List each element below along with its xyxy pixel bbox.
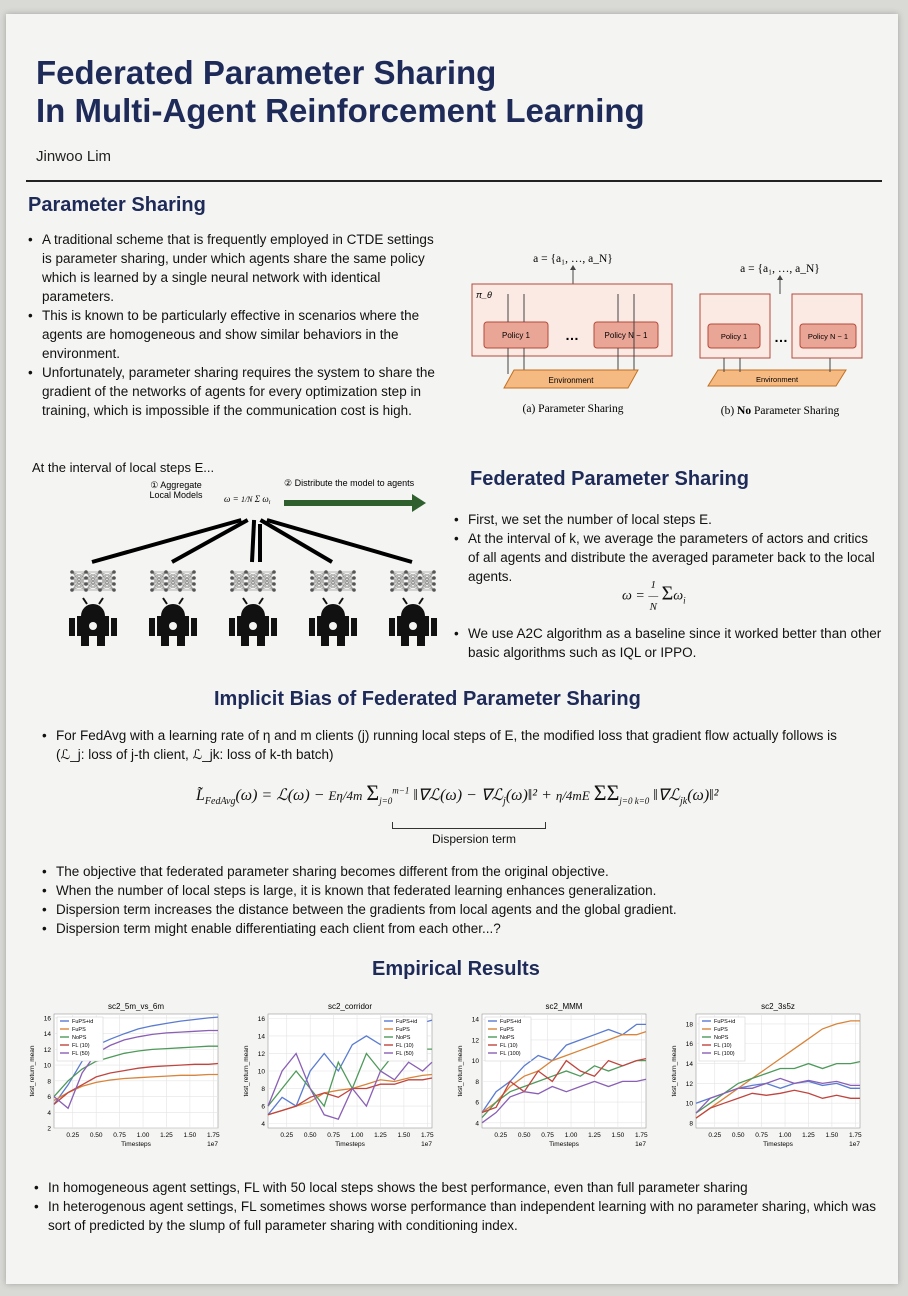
chart-legend — [485, 1017, 531, 1061]
x-tick-label: 0.50 — [303, 1132, 317, 1139]
y-tick-label: 12 — [471, 1037, 479, 1045]
diagram-b-policy1: Policy 1 — [720, 332, 748, 341]
x-tick-label: 1.25 — [588, 1132, 601, 1139]
chart-legend — [699, 1017, 745, 1061]
x-tick-label: 1.75 — [634, 1132, 648, 1139]
y-axis-label: test_return_mean — [243, 1045, 250, 1097]
title-line-1: Federated Parameter Sharing — [36, 54, 497, 91]
x-tick-label: 0.50 — [89, 1132, 103, 1139]
federated-parameter-sharing-heading: Federated Parameter Sharing — [470, 468, 749, 490]
bullet: • This is known to be particularly effective in scenarios where the agents are homogeneous and show similar behaviors in the environment. — [26, 306, 446, 363]
x-axis-label: Timesteps — [335, 1141, 365, 1148]
legend-entry: FL (10) — [714, 1043, 732, 1049]
legend-entry: FL (50) — [72, 1051, 90, 1057]
bullet: • In heterogenous agent settings, FL sometimes shows worse performance than independent learning with no parameter sharing, which was sort of predicted by the slump of full parameter sharing with conditioning index. — [32, 1197, 882, 1235]
y-tick-label: 6 — [261, 1103, 265, 1111]
x-axis-label: Timesteps — [121, 1141, 151, 1148]
diagram-a-policy1: Policy 1 — [501, 331, 531, 340]
neural-network-icon — [70, 570, 116, 592]
x-tick-label: 1.00 — [564, 1132, 578, 1139]
bullet: • Dispersion term might enable differentiating each client from each other...? — [40, 919, 860, 938]
bullet: • At the interval of k, we average the parameters of actors and critics of all agents and distribute the averaged parameter back to the local agents. — [452, 529, 882, 586]
x-tick-label: 0.75 — [541, 1132, 554, 1139]
legend-entry: FuPS — [500, 1027, 514, 1033]
dispersion-label: Dispersion term — [432, 832, 517, 846]
neural-network-icon — [310, 570, 356, 592]
y-tick-label: 8 — [261, 1086, 265, 1094]
federated-bullet-baseline — [452, 624, 882, 662]
chart-legend — [381, 1017, 427, 1061]
x-axis-label: Timesteps — [549, 1141, 579, 1148]
agent-row — [69, 520, 437, 646]
y-tick-label: 10 — [257, 1068, 265, 1076]
legend-entry: FuPS — [714, 1027, 728, 1033]
bullet: • When the number of local steps is large, it is known that federated learning enhances generalization. — [40, 881, 860, 900]
diagram-parameter-sharing — [468, 250, 678, 420]
legend-entry: FL (10) — [500, 1043, 518, 1049]
x-tick-label: 0.75 — [755, 1132, 768, 1139]
y-tick-label: 4 — [475, 1120, 479, 1128]
legend-entry: FuPS — [72, 1027, 86, 1033]
x-tick-label: 1.75 — [206, 1132, 220, 1139]
x-tick-label: 1.50 — [183, 1132, 197, 1139]
bullet: • In homogeneous agent settings, FL with 50 local steps shows the best performance, even than full parameter sharing — [32, 1178, 882, 1197]
legend-entry: FL (10) — [396, 1043, 414, 1049]
dispersion-brace — [392, 822, 546, 829]
chart-title: sc2_5m_vs_6m — [107, 1002, 165, 1011]
aggregate-arrow — [260, 520, 332, 562]
modified-loss-equation: $L̃_{FedAvg}(\omega)$ = ℒ(ω) − Eη/4m $\Sigma_{j=0}^{m-1}$ ‖∇ℒ(ω) − ∇ℒ$_j$(ω)‖² + η/4mE $\Sigma\Sigma_{j=0 k=0}$ ‖∇ℒ$_{jk}$(ω)‖² — [196, 780, 719, 808]
x-tick-label: 0.50 — [731, 1132, 745, 1139]
aggregate-label-2: Local Models — [149, 490, 203, 500]
x-tick-label: 0.50 — [517, 1132, 531, 1139]
y-tick-label: 10 — [471, 1058, 479, 1066]
legend-entry: NoPS — [396, 1035, 411, 1041]
title-divider — [26, 180, 882, 182]
y-tick-label: 4 — [47, 1109, 51, 1117]
x-tick-label: 0.25 — [66, 1132, 80, 1139]
x-tick-label: 0.25 — [280, 1132, 294, 1139]
y-axis-label: test_return_mean — [671, 1045, 678, 1097]
aggregate-label-1: ① Aggregate — [150, 480, 202, 490]
x-tick-label: 1.00 — [136, 1132, 150, 1139]
chart-sc2_corridor — [240, 998, 440, 1158]
y-tick-label: 8 — [689, 1120, 693, 1128]
chart-sc2_5m_vs_6m — [26, 998, 226, 1158]
x-tick-label: 0.25 — [708, 1132, 722, 1139]
legend-entry: FL (100) — [500, 1051, 521, 1057]
x-tick-label: 1.75 — [848, 1132, 862, 1139]
y-tick-label: 6 — [475, 1099, 479, 1107]
svg-text:…: … — [565, 327, 579, 343]
diagram-a-pi-label: π_θ — [476, 290, 492, 300]
legend-entry: FL (50) — [396, 1051, 414, 1057]
federated-sharing-diagram — [26, 476, 446, 666]
robot-agent-icon — [229, 598, 277, 646]
diagram-no-parameter-sharing — [674, 260, 886, 424]
diagram-b-env: Environment — [755, 375, 799, 384]
x-tick-label: 1.75 — [420, 1132, 434, 1139]
neural-network-icon — [230, 570, 276, 592]
diagram-a-policyN: Policy N − 1 — [604, 331, 648, 340]
y-tick-label: 12 — [43, 1046, 51, 1054]
y-tick-label: 12 — [685, 1080, 693, 1088]
robot-agent-icon — [69, 598, 117, 646]
bullet: • First, we set the number of local steps E. — [452, 510, 882, 529]
title-line-2: In Multi-Agent Reinforcement Learning — [36, 92, 645, 129]
x-multiplier: 1e7 — [635, 1141, 646, 1148]
bullet: • We use A2C algorithm as a baseline since it worked better than other basic algorithms such as IQL or IPPO. — [452, 624, 882, 662]
legend-entry: FuPS+id — [72, 1019, 94, 1025]
legend-entry: FL (100) — [714, 1051, 735, 1057]
robot-agent-icon — [309, 598, 357, 646]
y-tick-label: 16 — [43, 1015, 51, 1023]
x-tick-label: 1.50 — [611, 1132, 625, 1139]
x-tick-label: 1.50 — [397, 1132, 411, 1139]
robot-agent-icon — [149, 598, 197, 646]
aggregate-arrow — [252, 520, 254, 562]
legend-entry: FuPS+id — [396, 1019, 418, 1025]
distribute-label: ② Distribute the model to agents — [284, 478, 415, 488]
chart-sc2_3s5z — [668, 998, 868, 1158]
y-tick-label: 14 — [257, 1033, 265, 1041]
x-tick-label: 1.50 — [825, 1132, 839, 1139]
legend-entry: FuPS+id — [714, 1019, 736, 1025]
parameter-sharing-heading: Parameter Sharing — [28, 194, 206, 216]
bullet: • Unfortunately, parameter sharing requires the system to share the gradient of the networks of agents for every optimization step in training, which is impossible if the communication cost is high. — [26, 363, 446, 420]
empirical-results-heading: Empirical Results — [372, 958, 540, 980]
legend-entry: NoPS — [714, 1035, 729, 1041]
x-tick-label: 1.25 — [160, 1132, 173, 1139]
y-tick-label: 12 — [257, 1050, 265, 1058]
diagram-b-policyN: Policy N − 1 — [807, 332, 849, 341]
legend-entry: NoPS — [500, 1035, 515, 1041]
bullet: • A traditional scheme that is frequently employed in CTDE settings is parameter sharing, under which agents share the same policy which is learned by a single neural network with identical parameters. — [26, 230, 446, 306]
bullet: • For FedAvg with a learning rate of η and m clients (j) running local steps of E, the modified loss that gradient flow actually follows is (ℒ_j: loss of j-th client, ℒ_jk: loss of k-th batch) — [40, 726, 860, 764]
federated-bullets — [452, 510, 882, 586]
y-tick-label: 16 — [257, 1015, 265, 1023]
bullet: • The objective that federated parameter sharing becomes different from the original objective. — [40, 862, 860, 881]
y-tick-label: 16 — [685, 1041, 693, 1049]
y-tick-label: 14 — [685, 1061, 693, 1069]
x-tick-label: 1.25 — [802, 1132, 815, 1139]
x-multiplier: 1e7 — [421, 1141, 432, 1148]
x-multiplier: 1e7 — [207, 1141, 218, 1148]
y-tick-label: 8 — [475, 1078, 479, 1086]
diagram-a-caption: (a) Parameter Sharing — [522, 403, 624, 415]
x-tick-label: 0.25 — [494, 1132, 508, 1139]
chart-legend — [57, 1017, 103, 1061]
chart-title: sc2_MMM — [545, 1002, 583, 1011]
y-tick-label: 10 — [43, 1062, 51, 1070]
x-multiplier: 1e7 — [849, 1141, 860, 1148]
x-tick-label: 1.00 — [350, 1132, 364, 1139]
y-tick-label: 8 — [47, 1078, 51, 1086]
poster — [6, 14, 898, 1284]
interval-label: At the interval of local steps E... — [32, 460, 215, 475]
y-axis-label: test_return_mean — [29, 1045, 36, 1097]
diagram-b-action-label: a = {a₁, …, a_N} — [740, 263, 820, 275]
x-tick-label: 1.25 — [374, 1132, 387, 1139]
diagram-a-env: Environment — [548, 376, 594, 385]
y-tick-label: 18 — [685, 1021, 693, 1029]
chart-title: sc2_corridor — [327, 1002, 373, 1011]
y-tick-label: 10 — [685, 1100, 693, 1108]
x-tick-label: 1.00 — [778, 1132, 792, 1139]
average-formula: ω = 1/N Σ $\omega_i$ — [224, 494, 271, 506]
aggregate-arrow — [267, 520, 412, 562]
y-tick-label: 4 — [261, 1121, 265, 1129]
average-equation: ω = 1 — N $\Sigma\omega_i$ — [622, 579, 686, 613]
legend-entry: NoPS — [72, 1035, 87, 1041]
diagram-b-caption: (b) No Parameter Sharing — [720, 405, 840, 417]
x-tick-label: 0.75 — [327, 1132, 340, 1139]
chart-sc2_MMM — [454, 998, 654, 1158]
aggregate-arrow — [172, 520, 248, 562]
legend-entry: FuPS — [396, 1027, 410, 1033]
author-name: Jinwoo Lim — [36, 148, 112, 165]
svg-text:…: … — [774, 329, 788, 345]
empirical-bullets — [32, 1178, 882, 1235]
parameter-sharing-bullets — [26, 230, 446, 420]
neural-network-icon — [150, 570, 196, 592]
implicit-bias-bullets — [40, 862, 860, 938]
x-axis-label: Timesteps — [763, 1141, 793, 1148]
diagram-a-action-label: a = {a₁, …, a_N} — [533, 253, 613, 265]
neural-network-icon — [390, 570, 436, 592]
y-axis-label: test_return_mean — [457, 1045, 464, 1097]
y-tick-label: 14 — [471, 1016, 479, 1024]
robot-agent-icon — [389, 598, 437, 646]
implicit-bias-heading: Implicit Bias of Federated Parameter Sharing — [214, 688, 641, 710]
distribute-arrow — [284, 500, 412, 506]
implicit-bias-intro — [40, 726, 860, 764]
chart-title: sc2_3s5z — [761, 1002, 795, 1011]
x-tick-label: 0.75 — [113, 1132, 126, 1139]
legend-entry: FuPS+id — [500, 1019, 522, 1025]
aggregate-arrow — [92, 520, 241, 562]
y-tick-label: 14 — [43, 1031, 51, 1039]
poster-title — [36, 54, 856, 130]
y-tick-label: 6 — [47, 1094, 51, 1102]
bullet: • Dispersion term increases the distance between the gradients from local agents and the global gradient. — [40, 900, 860, 919]
y-tick-label: 2 — [47, 1125, 51, 1133]
legend-entry: FL (10) — [72, 1043, 90, 1049]
